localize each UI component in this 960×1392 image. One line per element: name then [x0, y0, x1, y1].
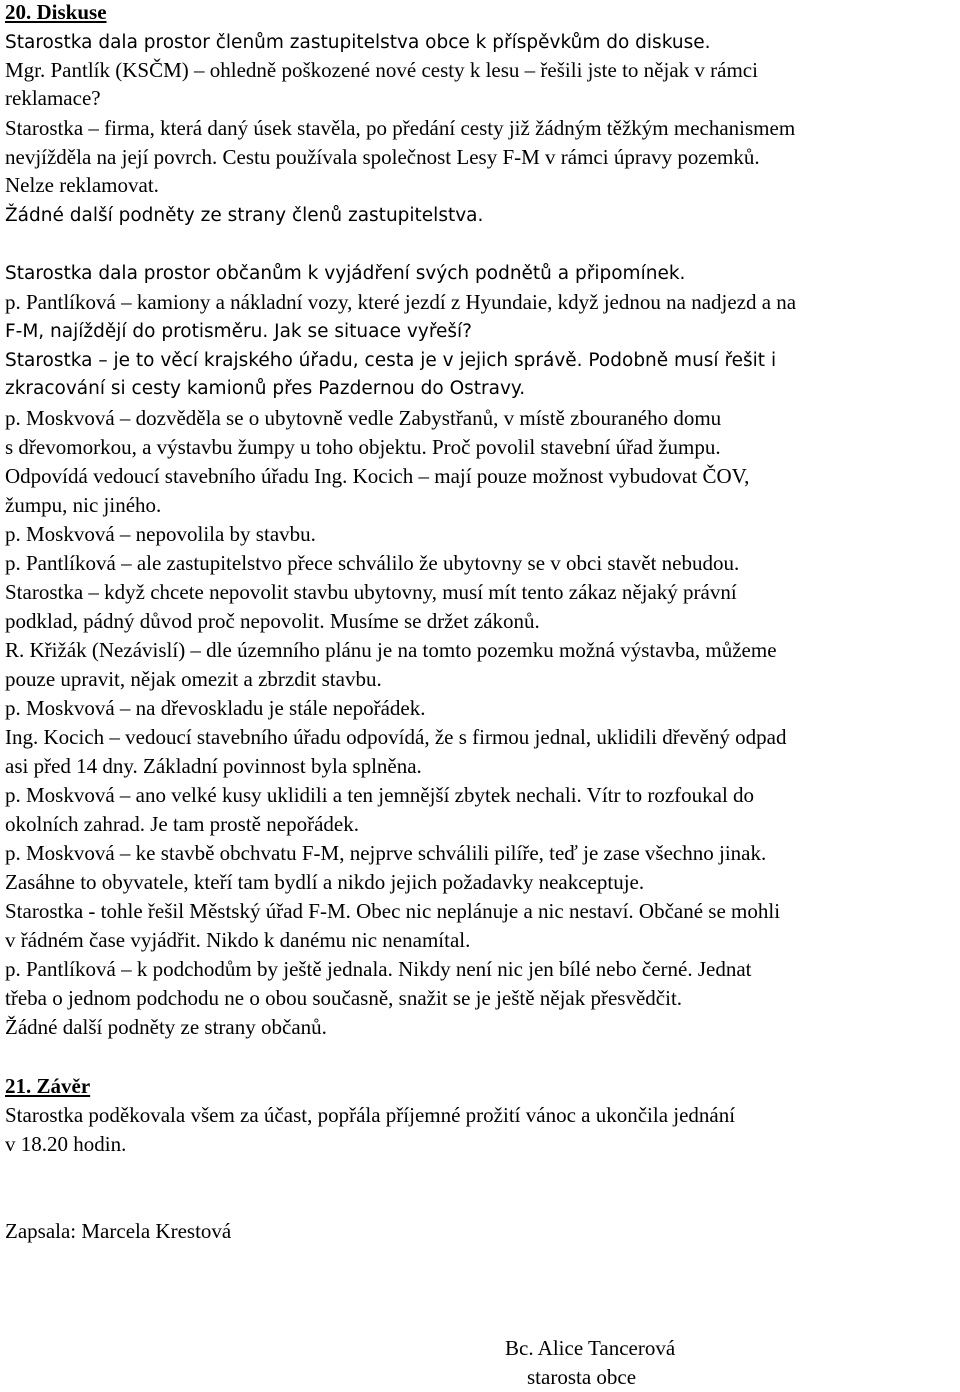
paragraph-line: Mgr. Pantlík (KSČM) – ohledně poškozené nové cesty k lesu – řešili jste to nějak v rámci: [5, 58, 758, 82]
discussion-line: třeba o jednom podchodu ne o obou současně, snažit se je ještě nějak přesvědčit.: [5, 986, 683, 1010]
paragraph-line: reklamace?: [5, 86, 101, 110]
discussion-line: asi před 14 dny. Základní povinnost byla splněna.: [5, 754, 422, 778]
paragraph-line: Starostka – firma, která daný úsek stavěla, po předání cesty již žádným těžkým mechanismem: [5, 116, 796, 140]
discussion-line: p. Pantlíková – ale zastupitelstvo přece schválilo že ubytovny se v obci stavět nebudou.: [5, 551, 740, 575]
recorded-by: Zapsala: Marcela Krestová: [5, 1219, 232, 1243]
discussion-line: Starostka - tohle řešil Městský úřad F-M. Obec nic neplánuje a nic nestaví. Občané se mohli: [5, 899, 781, 923]
discussion-line: Ing. Kocich – vedoucí stavebního úřadu odpovídá, že s firmou jednal, uklidili dřevěný odpad: [5, 725, 787, 749]
discussion-line: F-M, najíždějí do protisměru. Jak se situace vyřeší?: [5, 321, 472, 342]
discussion-line: p. Moskvová – dozvěděla se o ubytovně vedle Zabystřanů, v místě zbouraného domu: [5, 406, 722, 430]
signature-title: starosta obce: [527, 1365, 637, 1389]
discussion-line: s dřevomorkou, a výstavbu žumpy u toho objektu. Proč povolil stavební úřad žumpu.: [5, 435, 721, 459]
section-heading-discussion: 20. Diskuse: [5, 0, 107, 24]
discussion-line: Zasáhne to obyvatele, kteří tam bydlí a nikdo jejich požadavky neakceptuje.: [5, 870, 645, 894]
section-heading-conclusion: 21. Závěr: [5, 1074, 91, 1098]
discussion-line: v řádném čase vyjádřit. Nikdo k danému nic nenamítal.: [5, 928, 471, 952]
discussion-line: podklad, pádný důvod proč nepovolit. Musíme se držet zákonů.: [5, 609, 540, 633]
discussion-line: Odpovídá vedoucí stavebního úřadu Ing. Kocich – mají pouze možnost vybudovat ČOV,: [5, 464, 750, 488]
discussion-line: Starostka – když chcete nepovolit stavbu ubytovny, musí mít tento zákaz nějaký právní: [5, 580, 737, 604]
discussion-line: R. Křižák (Nezávislí) – dle územního plánu je na tomto pozemku možná výstavba, můžeme: [5, 638, 777, 662]
paragraph-line: Starostka dala prostor členům zastupitelstva obce k příspěvkům do diskuse.: [5, 32, 711, 53]
conclusion-line: Starostka poděkovala všem za účast, popřála příjemné prožití vánoc a ukončila jednání: [5, 1103, 736, 1127]
discussion-line: p. Moskvová – na dřevoskladu je stále nepořádek.: [5, 696, 426, 720]
discussion-line: Žádné další podněty ze strany občanů.: [5, 1015, 327, 1039]
paragraph-line: nevjížděla na její povrch. Cestu používala společnost Lesy F-M v rámci úpravy pozemků.: [5, 145, 760, 169]
signature-name: Bc. Alice Tancerová: [505, 1336, 676, 1360]
conclusion-line: v 18.20 hodin.: [5, 1132, 127, 1156]
citizens-intro: Starostka dala prostor občanům k vyjádření svých podnětů a připomínek.: [5, 263, 686, 284]
discussion-line: p. Moskvová – nepovolila by stavbu.: [5, 522, 316, 546]
paragraph-line: Žádné další podněty ze strany členů zastupitelstva.: [5, 205, 484, 226]
discussion-line: zkracování si cesty kamionů přes Pazdernou do Ostravy.: [5, 378, 526, 399]
discussion-line: p. Moskvová – ano velké kusy uklidili a ten jemnější zbytek nechali. Vítr to rozfoukal do: [5, 783, 755, 807]
discussion-line: pouze upravit, nějak omezit a zbrzdit stavbu.: [5, 667, 382, 691]
discussion-line: p. Pantlíková – kamiony a nákladní vozy, které jezdí z Hyundaie, když jednou na nadjezd a na: [5, 290, 797, 314]
discussion-line: žumpu, nic jiného.: [5, 493, 162, 517]
discussion-line: p. Pantlíková – k podchodům by ještě jednala. Nikdy není nic jen bílé nebo černé. Jednat: [5, 957, 752, 981]
discussion-line: okolních zahrad. Je tam prostě nepořádek.: [5, 812, 359, 836]
paragraph-line: Nelze reklamovat.: [5, 173, 159, 197]
discussion-line: Starostka – je to věcí krajského úřadu, cesta je v jejich správě. Podobně musí řešit i: [5, 350, 777, 371]
discussion-line: p. Moskvová – ke stavbě obchvatu F-M, nejprve schválili pilíře, teď je zase všechno jinak.: [5, 841, 767, 865]
